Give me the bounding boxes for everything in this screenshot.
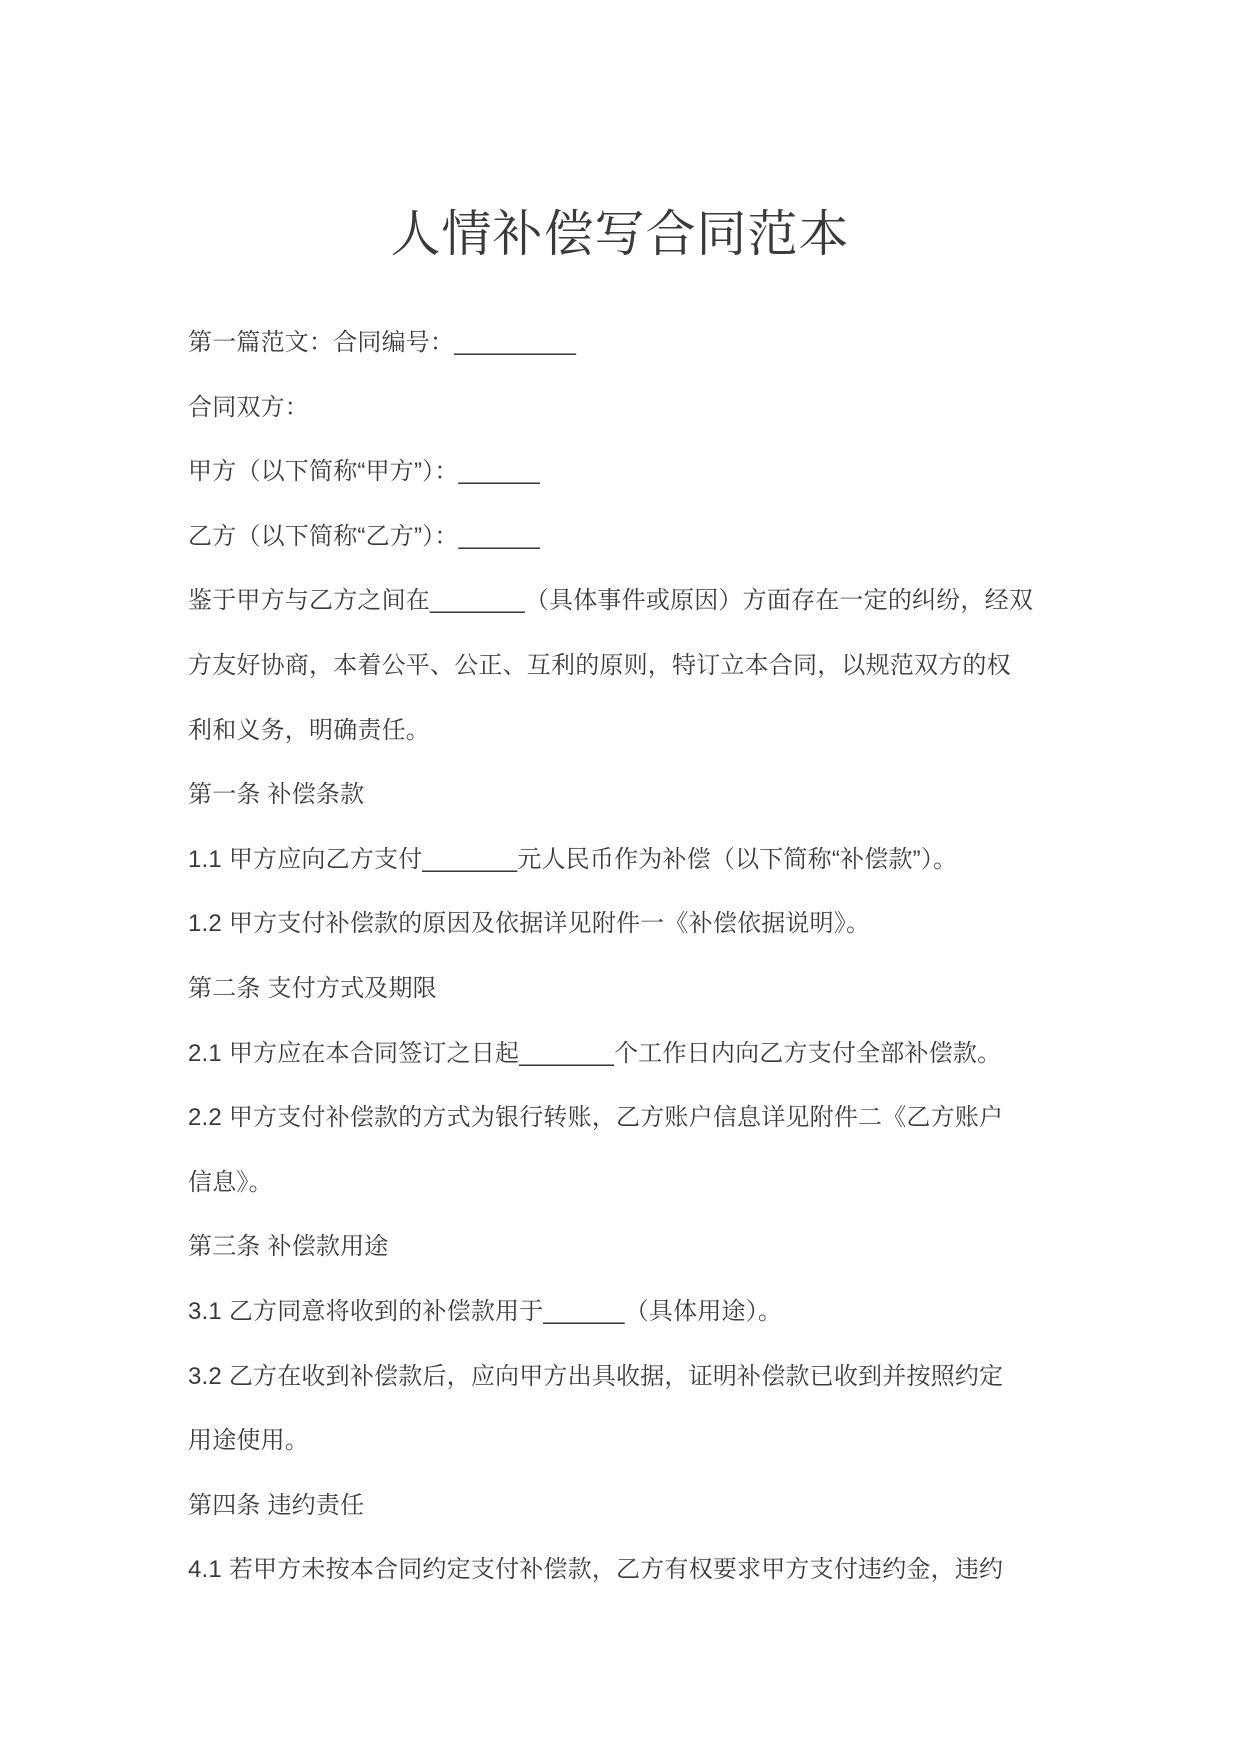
document-line: 1.2 甲方支付补偿款的原因及依据详见附件一《补偿依据说明》。: [188, 910, 871, 938]
document-title: 人情补偿写合同范本: [390, 206, 850, 262]
document-line: 鉴于甲方与乙方之间在_______（具体事件或原因）方面存在一定的纠纷，经双: [188, 587, 1034, 615]
document-line: 3.1 乙方同意将收到的补偿款用于______（具体用途）。: [188, 1297, 783, 1325]
document-line: 2.1 甲方应在本合同签订之日起_______个工作日内向乙方支付全部补偿款。: [188, 1039, 1002, 1067]
document-line: 第三条 补偿款用途: [188, 1233, 389, 1261]
document-line: 用途使用。: [188, 1427, 309, 1455]
document-line: 第四条 违约责任: [188, 1491, 365, 1519]
document-line: 3.2 乙方在收到补偿款后，应向甲方出具收据，证明补偿款已收到并按照约定: [188, 1362, 1004, 1390]
document-line: 方友好协商，本着公平、公正、互利的原则，特订立本合同，以规范双方的权: [188, 651, 1011, 679]
document-line: 第一篇范文：合同编号：_________: [188, 329, 577, 356]
document-line: 合同双方：: [188, 393, 309, 421]
document-line: 2.2 甲方支付补偿款的方式为银行转账，乙方账户信息详见附件二《乙方账户: [188, 1104, 1004, 1132]
document-line: 1.1 甲方应向乙方支付_______元人民币作为补偿（以下简称“补偿款”）。: [188, 845, 958, 873]
document-line: 第二条 支付方式及期限: [188, 974, 437, 1002]
document-line: 甲方（以下简称“甲方”）：______: [188, 458, 540, 486]
document-line: 乙方（以下简称“乙方”）：______: [188, 522, 540, 550]
document-line: 4.1 若甲方未按本合同约定支付补偿款，乙方有权要求甲方支付违约金，违约: [188, 1556, 1004, 1584]
document-body: [188, 311, 1188, 1603]
document-line: 第一条 补偿条款: [188, 781, 365, 809]
document-line: 信息》。: [188, 1168, 273, 1196]
document-line: 利和义务，明确责任。: [188, 716, 430, 744]
